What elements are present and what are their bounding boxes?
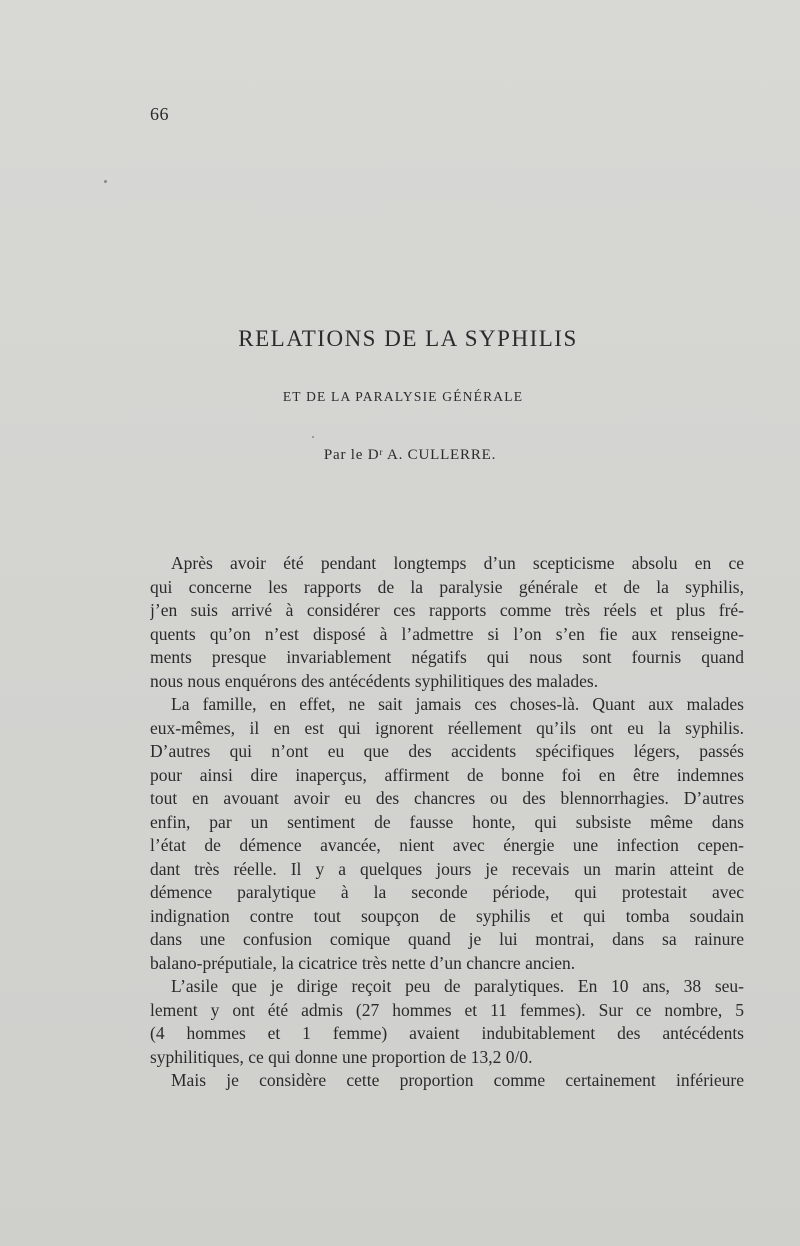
text-line: syphilitiques, ce qui donne une proportion de 13,2 0/0. xyxy=(150,1046,533,1067)
text-line: ments presque invariablement négatifs qui nous sont fournis quand xyxy=(150,647,744,667)
text-line: qui concerne les rapports de la paralysie générale et de la syphilis, xyxy=(150,576,744,597)
text-line: indignation contre tout soupçon de syphilis et qui tomba soudain xyxy=(150,905,744,926)
author-title-superscript: r xyxy=(379,447,384,457)
text-line: dant très réelle. Il y a quelques jours je recevais un marin atteint de xyxy=(150,858,744,879)
article-subtitle: ET DE LA PARALYSIE GÉNÉRALE xyxy=(282,389,524,404)
text-line: D’autres qui n’ont eu que des accidents spécifiques légers, passés xyxy=(150,741,744,761)
text-line: balano-préputiale, la cicatrice très nette d’un chancre ancien. xyxy=(150,952,576,973)
text-line: enfin, par un sentiment de fausse honte, qui subsiste même dans xyxy=(150,811,744,832)
text-line: j’en suis arrivé à considérer ces rapports comme très réels et plus fré- xyxy=(150,600,744,620)
ink-speck xyxy=(104,180,107,183)
article-title: RELATIONS DE LA SYPHILIS xyxy=(238,326,578,351)
text-line: La famille, en effet, ne sait jamais ces choses-là. Quant aux malades xyxy=(171,694,744,714)
text-line: démence paralytique à la seconde période, qui protestait avec xyxy=(150,882,744,902)
text-line: L’asile que je dirige reçoit peu de paralytiques. En 10 ans, 38 seu- xyxy=(171,976,744,996)
text-line: eux-mêmes, il en est qui ignorent réellement qu’ils ont eu la syphilis. xyxy=(150,717,744,738)
text-line: tout en avouant avoir eu des chancres ou des blennorrhagies. D’autres xyxy=(150,788,744,808)
text-line: l’état de démence avancée, nient avec énergie une infection cepen- xyxy=(150,835,744,855)
text-line: pour ainsi dire inaperçus, affirment de bonne foi en être indemnes xyxy=(150,764,744,785)
text-line: quents qu’on n’est disposé à l’admettre si l’on s’en fie aux renseigne- xyxy=(150,623,744,644)
author-line xyxy=(0,447,800,464)
author-prefix: Par le D xyxy=(323,447,380,463)
ink-speck xyxy=(312,436,314,438)
text-line: dans une confusion comique quand je lui montrai, dans sa rainure xyxy=(150,929,744,949)
text-line: Après avoir été pendant longtemps d’un scepticisme absolu en ce xyxy=(171,553,744,573)
text-line: nous nous enquérons des antécédents syphilitiques des malades. xyxy=(150,670,599,691)
body-text xyxy=(150,552,744,1093)
text-line: (4 hommes et 1 femme) avaient indubitablement des antécédents xyxy=(150,1023,744,1043)
page-number: 66 xyxy=(150,104,169,124)
author-name: A. CULLERRE. xyxy=(386,447,497,463)
text-line: Mais je considère cette proportion comme certainement inférieure xyxy=(171,1070,744,1090)
text-line: lement y ont été admis (27 hommes et 11 femmes). Sur ce nombre, 5 xyxy=(150,999,744,1020)
